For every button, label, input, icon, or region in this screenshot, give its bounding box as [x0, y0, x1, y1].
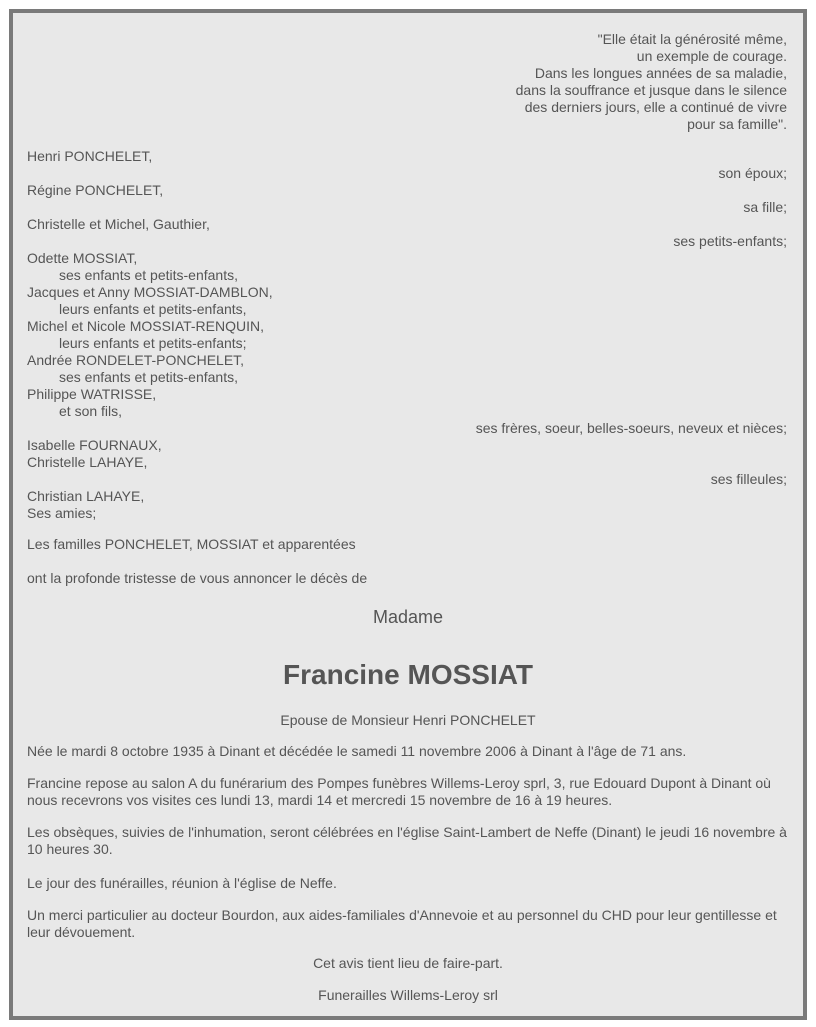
family-relation: ses frères, soeur, belles-soeurs, neveux et nièces; [475, 420, 787, 436]
family-member: Jacques et Anny MOSSIAT-DAMBLON, [27, 284, 273, 300]
salon-paragraph: Francine repose au salon A du funérarium des Pompes funèbres Willems-Leroy sprl, 3, rue Edouard Dupont à Dinant où nous recevrons vos visites ces lundi 13, mardi 14 et mercredi 15 novembre de 16 à 19 heures. [27, 775, 771, 808]
funeral-home-line: Funerailles Willems-Leroy srl [318, 987, 498, 1003]
family-member: Ses amies; [27, 505, 97, 521]
spouse-line: Epouse de Monsieur Henri PONCHELET [280, 712, 536, 728]
quote-line: un exemple de courage. [636, 48, 787, 64]
families-line: Les familles PONCHELET, MOSSIAT et apparentées [27, 536, 356, 552]
family-relation: son époux; [718, 165, 787, 181]
quote-line: Dans les longues années de sa maladie, [534, 65, 787, 81]
family-member: Odette MOSSIAT, [27, 250, 138, 266]
family-relation: ses filleules; [710, 471, 787, 487]
family-member-sub: ses enfants et petits-enfants, [59, 267, 238, 283]
family-relation: sa fille; [743, 199, 787, 215]
family-member: Christelle LAHAYE, [27, 454, 148, 470]
family-member-sub: et son fils, [59, 403, 123, 419]
quote-line: des derniers jours, elle a continué de vivre [524, 99, 787, 115]
family-member: Philippe WATRISSE, [27, 386, 157, 402]
family-member: Andrée RONDELET-PONCHELET, [27, 352, 245, 368]
family-member: Henri PONCHELET, [27, 148, 153, 164]
quote-line: dans la souffrance et jusque dans le silence [515, 82, 787, 98]
quote-line: pour sa famille". [687, 116, 787, 132]
family-relation: ses petits-enfants; [673, 233, 787, 249]
announce-line: ont la profonde tristesse de vous annoncer le décès de [27, 570, 368, 586]
family-member: Christian LAHAYE, [27, 488, 145, 504]
quote-line: "Elle était la générosité même, [597, 31, 787, 47]
deceased-name: Francine MOSSIAT [283, 659, 533, 690]
family-member: Christelle et Michel, Gauthier, [27, 216, 210, 232]
reunion-paragraph: Le jour des funérailles, réunion à l'église de Neffe. [27, 875, 337, 891]
family-member: Régine PONCHELET, [27, 182, 164, 198]
obituary-card [9, 9, 807, 1020]
family-member-sub: ses enfants et petits-enfants, [59, 369, 238, 385]
family-member-sub: leurs enfants et petits-enfants; [59, 335, 247, 351]
funeral-paragraph: Les obsèques, suivies de l'inhumation, seront célébrées en l'église Saint-Lambert de Neffe (Dinant) le jeudi 16 novembre à 10 heures 30. [27, 824, 787, 857]
faire-part-line: Cet avis tient lieu de faire-part. [313, 955, 503, 971]
family-member-sub: leurs enfants et petits-enfants, [59, 301, 247, 317]
family-member: Isabelle FOURNAUX, [27, 437, 162, 453]
family-member: Michel et Nicole MOSSIAT-RENQUIN, [27, 318, 265, 334]
thanks-paragraph: Un merci particulier au docteur Bourdon, aux aides-familiales d'Annevoie et au personnel du CHD pour leur gentillesse et leur dévouement. [27, 907, 777, 940]
birth-paragraph: Née le mardi 8 octobre 1935 à Dinant et décédée le samedi 11 novembre 2006 à Dinant à l'âge de 71 ans. [27, 743, 687, 759]
title-madame: Madame [372, 607, 444, 627]
